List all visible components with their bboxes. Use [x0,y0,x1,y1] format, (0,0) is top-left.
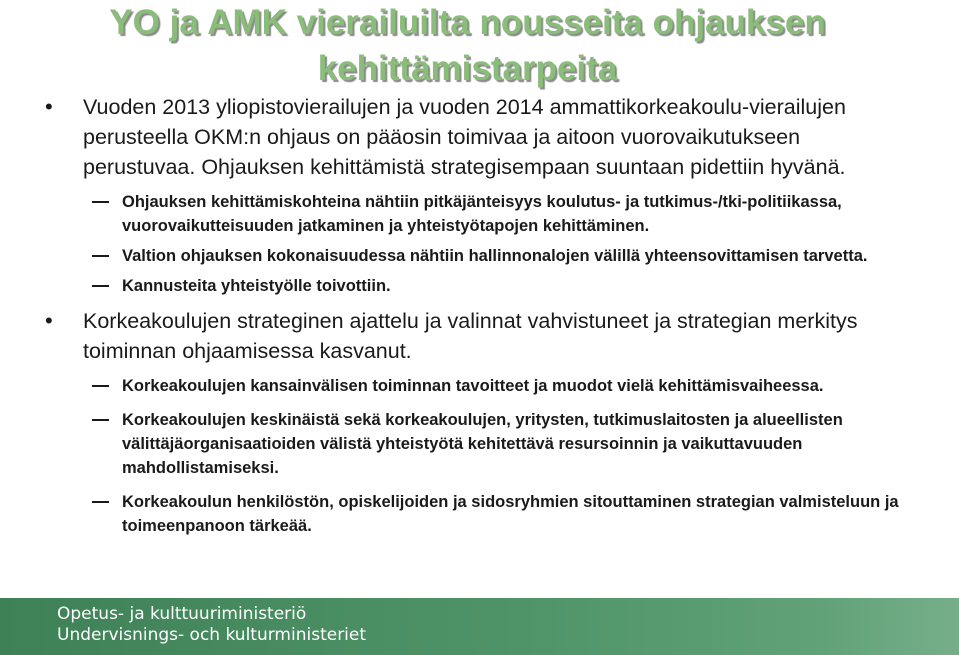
dash-icon [92,201,109,203]
sub-bullet-item [0,374,959,398]
sub-bullet-text: Korkeakoulujen kansainvälisen toiminnan tavoitteet ja muodot vielä kehittämisvaiheessa. [122,377,824,395]
sub-bullet-text: Kannusteita yhteistyölle toivottiin. [122,277,391,295]
ministry-logo-text [57,604,366,646]
footer-decoration [819,598,959,655]
sub-bullet-text: Ohjauksen kehittämiskohteina nähtiin pitkäjänteisyys koulutus- ja tutkimus-/tki-politiikassa, vuorovaikutteisuuden jatkaminen ja yhteistyötapojen kehittäminen. [122,193,842,235]
sub-bullet-item [0,490,959,538]
sub-bullet-item [0,244,959,268]
sub-bullet-text: Korkeakoulun henkilöstön, opiskelijoiden ja sidosryhmien sitouttaminen strategian valmisteluun ja toimeenpanoon tärkeää. [122,493,899,535]
footer-bar [0,598,959,655]
bullet-item [0,92,959,182]
dash-icon [92,419,109,421]
dash-icon [92,385,109,387]
sub-bullet-item [0,190,959,238]
dash-icon [92,255,109,257]
bullet-text: Korkeakoulujen strateginen ajattelu ja valinnat vahvistuneet ja strategian merkitys toiminnan ohjaamisessa kasvanut. [83,309,858,363]
sub-bullet-item [0,408,959,480]
sub-bullet-item [0,274,959,298]
dash-icon [92,285,109,287]
slide-title-line1: YO ja AMK vierailuilta nousseita ohjauksen [109,3,826,42]
slide-title [0,0,959,92]
slide-title-line2: kehittämistarpeita [317,49,618,88]
sub-bullet-text: Korkeakoulujen keskinäistä sekä korkeakoulujen, yritysten, tutkimuslaitosten ja alueellisten välittäjäorganisaatioiden välistä yhteistyötä kehitettävä resursoinnin ja vaikuttavuuden mahdollistamiseksi. [122,411,843,477]
ministry-name-fi: Opetus- ja kulttuuriministeriö [57,604,307,624]
slide-body [0,92,959,538]
bullet-dot-icon: • [45,308,53,333]
ministry-name-sv: Undervisnings- och kulturministeriet [57,625,367,645]
sub-bullet-text: Valtion ohjauksen kokonaisuudessa nähtiin hallinnonalojen välillä yhteensovittamisen tarvetta. [122,247,868,265]
bullet-item [0,306,959,366]
dash-icon [92,501,109,503]
bullet-dot-icon: • [45,94,53,119]
bullet-text: Vuoden 2013 yliopistovierailujen ja vuoden 2014 ammattikorkeakoulu-vierailujen perusteella OKM:n ohjaus on pääosin toimivaa ja aitoon vuorovaikutukseen perustuvaa. Ohjauksen kehittämistä strategisempaan suuntaan pidettiin hyvänä. [83,95,846,179]
